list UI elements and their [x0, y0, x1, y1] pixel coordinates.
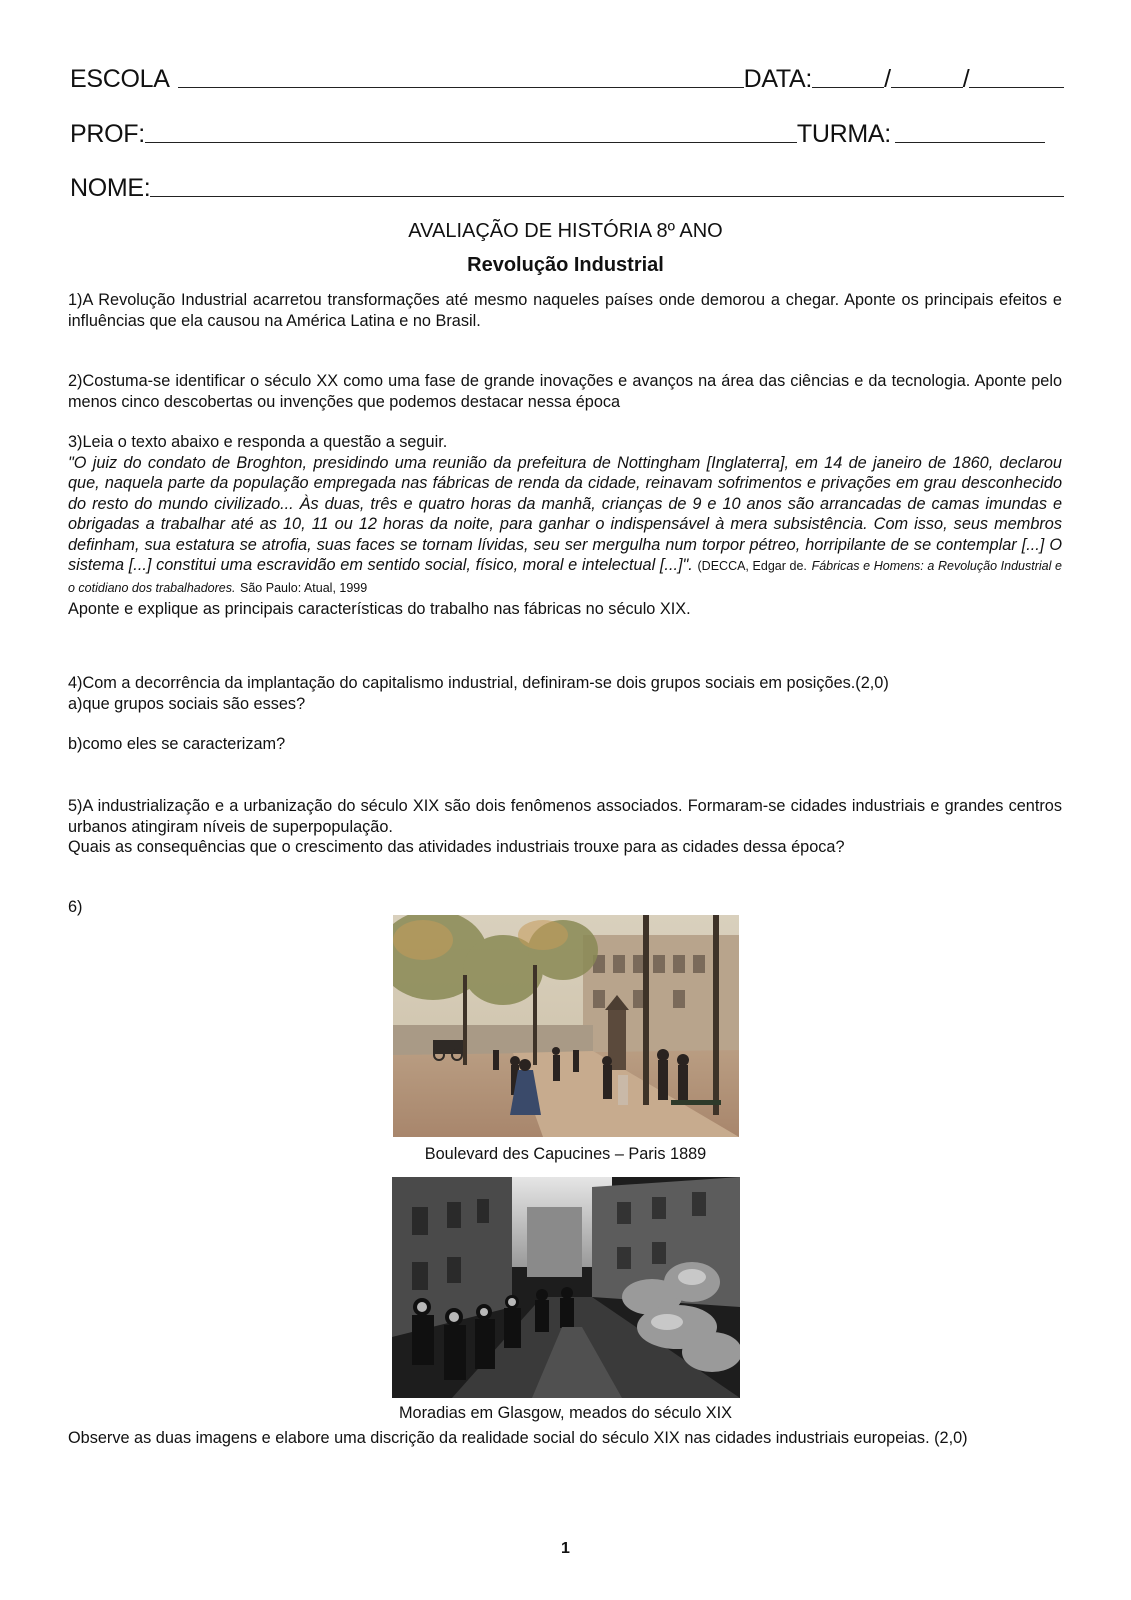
header-row-nome: [70, 169, 1064, 203]
figure-2-caption: Moradias em Glasgow, meados do século XIX: [398, 1404, 733, 1422]
question-3-quote: "O juiz do condato de Broghton, presidindo uma reunião da prefeitura de Nottingham [Inglaterra], em 14 de janeiro de 1860, declarou que, naquela parte da população empregada nas fábricas de renda da cidade, reinavam sofrimentos e privações em grau desconhecido do resto do mundo civilizado... Às duas, três e quatro horas da manhã, crianças de 9 e 10 anos são arrancadas de camas imundas e obrigadas a trabalhar até as 10, 11 ou 12 horas da noite, para ganhar o indispensável à mera subsistência. Com isso, seus membros definham, sua estatura se atrofia, suas faces se tornam lívidas, seu ser mergulha num torpor pétreo, horripilante de se contemplar [...] O sistema [...] constitui uma escravidão em sentido social, físico, moral e intelectual [...]".: [68, 453, 1062, 575]
question-4-intro: 4)Com a decorrência da implantação do capitalismo industrial, definiram-se dois grupos sociais em posições.(2,0): [68, 674, 889, 692]
question-4-b: b)como eles se caracterizam?: [68, 735, 286, 753]
question-4: [68, 673, 1062, 755]
boulevard-painting-image: [393, 915, 739, 1137]
question-5: [68, 796, 1062, 858]
question-3-intro: 3)Leia o texto abaixo e responda a questão a seguir.: [68, 433, 448, 451]
header-row-prof: [70, 115, 1064, 149]
escola-field[interactable]: [178, 86, 744, 88]
citation-author: (DECCA, Edgar de.: [697, 559, 807, 574]
nome-label: NOME:: [70, 174, 151, 202]
date-separator: /: [962, 65, 970, 93]
prof-label: PROF:: [70, 120, 145, 148]
question-2-text: 2)Costuma-se identificar o século XX como uma fase de grande inovações e avanços na área das ciências e da tecnologia. Aponte pelo menos cinco descobertas ou invenções que podemos destacar nessa época: [68, 372, 1062, 411]
question-6-task-text: Observe as duas imagens e elabore uma discrição da realidade social do século XIX nas cidades industriais europeias. (2,0): [68, 1429, 968, 1447]
figure-2: [0, 1177, 1131, 1423]
citation-publisher: São Paulo: Atual, 1999: [240, 581, 368, 596]
question-1-text: 1)A Revolução Industrial acarretou transformações até mesmo naqueles países onde demorou a chegar. Aponte os principais efeitos e influências que ela causou na América Latina e no Brasil.: [68, 291, 1062, 330]
question-6-label: 6): [68, 898, 83, 916]
date-month-field[interactable]: [891, 86, 963, 88]
figure-1: [0, 915, 1131, 1164]
date-day-field[interactable]: [812, 86, 884, 88]
nome-field[interactable]: [150, 195, 1064, 197]
prof-field[interactable]: [145, 141, 797, 143]
question-5-text: 5)A industrialização e a urbanização do século XIX são dois fenômenos associados. Formaram-se cidades industriais e grandes centros urbanos atingiram níveis de superpopulação.: [68, 797, 1062, 836]
date-year-field[interactable]: [969, 86, 1064, 88]
turma-field[interactable]: [895, 141, 1045, 143]
question-4-a: a)que grupos sociais são esses?: [68, 694, 306, 713]
data-label: DATA:: [743, 65, 813, 93]
escola-label: ESCOLA: [70, 65, 170, 93]
citation-title: Fábricas e Homens: a Revolução Industrial e o cotidiano dos trabalhadores.: [68, 559, 1062, 596]
question-5-question: Quais as consequências que o crescimento das atividades industriais trouxe para as cidades dessa época?: [68, 838, 845, 856]
page-number: 1: [561, 1540, 570, 1557]
page-subtitle: Revolução Industrial: [467, 254, 664, 276]
question-2: [68, 371, 1062, 412]
date-separator: /: [884, 65, 891, 93]
header-row-escola: [70, 60, 1064, 94]
question-1: [68, 290, 1062, 331]
question-3: [68, 432, 1062, 619]
page-title: AVALIAÇÃO DE HISTÓRIA 8º ANO: [408, 220, 723, 242]
question-3-task: Aponte e explique as principais características do trabalho nas fábricas no século XIX.: [68, 599, 691, 618]
glasgow-housing-photo: [392, 1177, 740, 1398]
question-6-task: [68, 1428, 1062, 1449]
turma-label: TURMA:: [796, 120, 891, 148]
figure-1-caption: Boulevard des Capucines – Paris 1889: [424, 1145, 707, 1163]
